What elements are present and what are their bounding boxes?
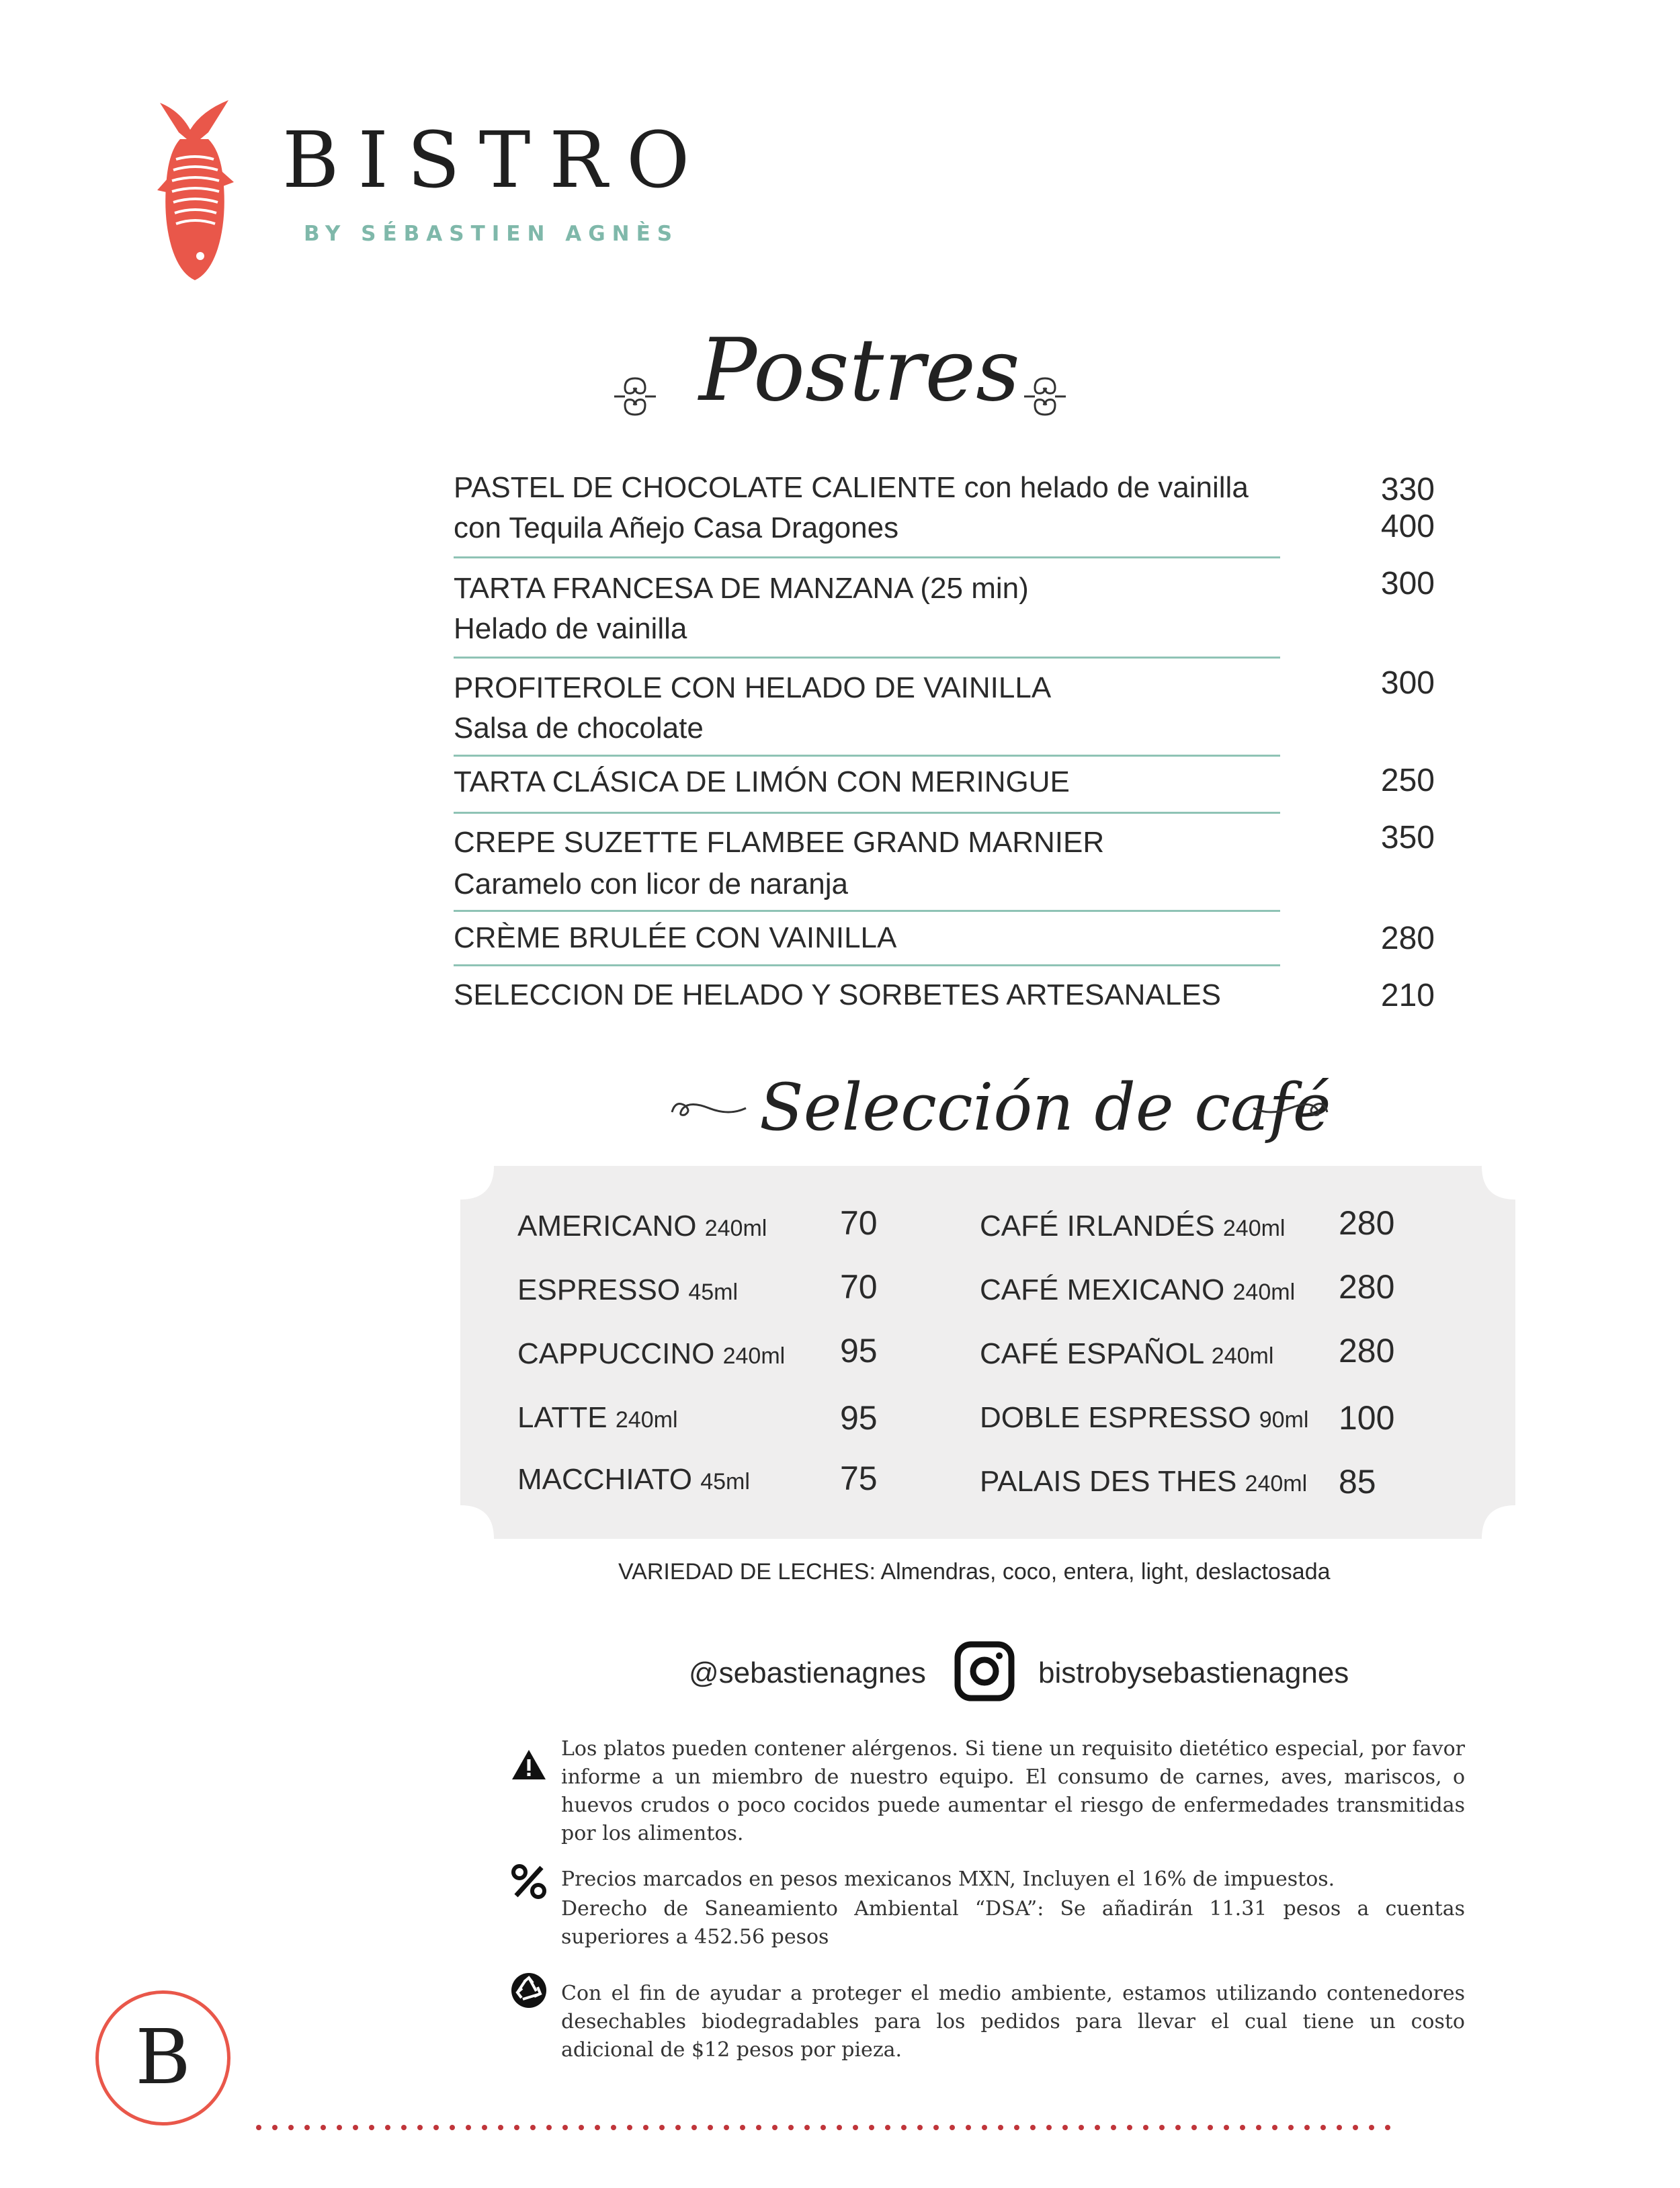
divider-dot bbox=[1385, 2125, 1390, 2130]
coffee-item-price: 75 bbox=[840, 1460, 878, 1497]
milk-note: VARIEDAD DE LECHES: Almendras, coco, entera, light, deslactosada bbox=[618, 1559, 1331, 1585]
divider bbox=[454, 755, 1280, 757]
divider-dot bbox=[869, 2125, 874, 2130]
coffee-item-name: ESPRESSO 45ml bbox=[517, 1273, 739, 1306]
divider-dot bbox=[1320, 2125, 1326, 2130]
instagram-account[interactable]: bistrobysebastienagnes bbox=[1038, 1656, 1349, 1689]
swirl-ornament-icon bbox=[1250, 1092, 1331, 1126]
divider-dot bbox=[708, 2125, 713, 2130]
divider-dot bbox=[804, 2125, 810, 2130]
divider-dot bbox=[579, 2125, 584, 2130]
divider-dot bbox=[1240, 2125, 1245, 2130]
divider-dot bbox=[337, 2125, 342, 2130]
dessert-item-sub: Salsa de chocolate bbox=[454, 712, 704, 745]
instagram-icon[interactable] bbox=[954, 1641, 1015, 1701]
divider-dot bbox=[788, 2125, 794, 2130]
divider-dot bbox=[675, 2125, 681, 2130]
divider-dot bbox=[498, 2125, 503, 2130]
coffee-item-price: 280 bbox=[1339, 1268, 1395, 1306]
recycle-icon bbox=[511, 1972, 547, 2009]
divider-dot bbox=[950, 2125, 955, 2130]
divider-dot bbox=[1079, 2125, 1084, 2130]
dessert-item-price: 280 bbox=[1380, 921, 1435, 956]
divider-dot bbox=[450, 2125, 455, 2130]
divider-dot bbox=[1191, 2125, 1197, 2130]
dessert-item-name: PASTEL DE CHOCOLATE CALIENTE con helado de vainilla bbox=[454, 471, 1249, 504]
divider-dot bbox=[885, 2125, 890, 2130]
divider-dot bbox=[546, 2125, 552, 2130]
divider-dot bbox=[272, 2125, 278, 2130]
divider-dot bbox=[433, 2125, 439, 2130]
divider-dot bbox=[1304, 2125, 1310, 2130]
divider-dot bbox=[1127, 2125, 1132, 2130]
divider-dot bbox=[659, 2125, 665, 2130]
coffee-item-name: AMERICANO 240ml bbox=[517, 1210, 767, 1243]
divider-dot bbox=[1337, 2125, 1342, 2130]
brand-badge-letter: B bbox=[135, 2014, 191, 2101]
divider-dot bbox=[369, 2125, 374, 2130]
coffee-item-name: DOBLE ESPRESSO 90ml bbox=[980, 1401, 1309, 1434]
divider-dot bbox=[353, 2125, 358, 2130]
divider-dot bbox=[933, 2125, 939, 2130]
divider-dot bbox=[691, 2125, 697, 2130]
dessert-item-price: 330 bbox=[1380, 472, 1435, 507]
divider-dot bbox=[1224, 2125, 1229, 2130]
coffee-item-price: 70 bbox=[840, 1204, 878, 1242]
dsa-note: Derecho de Saneamiento Ambiental “DSA”: Se añadirán 11.31 pesos a cuentas superiores a 452.56 pesos bbox=[561, 1897, 1465, 1949]
divider-dot bbox=[304, 2125, 310, 2130]
divider bbox=[454, 556, 1280, 558]
dessert-item-name: CRÈME BRULÉE CON VAINILLA bbox=[454, 921, 897, 954]
brand-subtitle: BY SÉBASTIEN AGNÈS bbox=[304, 222, 679, 246]
coffee-item-price: 70 bbox=[840, 1268, 878, 1306]
coffee-item-name: MACCHIATO 45ml bbox=[517, 1463, 750, 1496]
swirl-ornament-icon bbox=[669, 1092, 749, 1126]
prices-note: Precios marcados en pesos mexicanos MXN, Incluyen el 16% de impuestos. bbox=[561, 1867, 1335, 1891]
divider-dot bbox=[1256, 2125, 1261, 2130]
divider bbox=[454, 657, 1280, 659]
divider-dot bbox=[288, 2125, 294, 2130]
divider-dot bbox=[530, 2125, 536, 2130]
divider-dot bbox=[1175, 2125, 1181, 2130]
dessert-item-price: 350 bbox=[1380, 820, 1435, 855]
divider-dot bbox=[466, 2125, 471, 2130]
divider-dot bbox=[417, 2125, 423, 2130]
divider-dot bbox=[643, 2125, 648, 2130]
divider-dot bbox=[482, 2125, 487, 2130]
coffee-title: Selección de café bbox=[759, 1070, 1331, 1145]
divider-dot bbox=[1208, 2125, 1213, 2130]
dessert-item-sub: Helado de vainilla bbox=[454, 612, 687, 645]
divider-dot bbox=[998, 2125, 1003, 2130]
divider-dot bbox=[1159, 2125, 1165, 2130]
divider-dot bbox=[917, 2125, 923, 2130]
coffee-item-name: LATTE 240ml bbox=[517, 1401, 678, 1434]
divider-dot bbox=[1095, 2125, 1100, 2130]
dessert-item-name: TARTA FRANCESA DE MANZANA (25 min) bbox=[454, 572, 1029, 605]
dessert-item-price: 210 bbox=[1380, 978, 1435, 1013]
divider-dot bbox=[1369, 2125, 1374, 2130]
divider-dot bbox=[724, 2125, 729, 2130]
dessert-item-name: SELECCION DE HELADO Y SORBETES ARTESANALES bbox=[454, 978, 1221, 1011]
divider-dot bbox=[1272, 2125, 1277, 2130]
divider-dot bbox=[595, 2125, 600, 2130]
divider-dot bbox=[321, 2125, 326, 2130]
divider-dot bbox=[1030, 2125, 1036, 2130]
divider-dot bbox=[611, 2125, 616, 2130]
divider-dot bbox=[1288, 2125, 1294, 2130]
coffee-item-name: CAFÉ MEXICANO 240ml bbox=[980, 1273, 1296, 1306]
coffee-item-price: 85 bbox=[1339, 1463, 1376, 1501]
divider bbox=[454, 910, 1280, 912]
coffee-item-price: 280 bbox=[1339, 1204, 1395, 1242]
allergen-note: Los platos pueden contener alérgenos. Si tiene un requisito dietético especial, por favor informe a un miembro de nuestro equipo. El consumo de carnes, aves, mariscos, o huevos crudos o poco cocidos puede aumentar el riesgo de enfermedades transmitidas por los alimentos. bbox=[561, 1737, 1465, 1845]
dessert-item-price: 250 bbox=[1380, 763, 1435, 798]
divider-dot bbox=[901, 2125, 907, 2130]
divider-dot bbox=[772, 2125, 778, 2130]
divider-dot bbox=[1046, 2125, 1052, 2130]
environment-note: Con el fin de ayudar a proteger el medio ambiente, estamos utilizando contenedores desechables biodegradables para los pedidos para llevar el cual tiene un costo adicional de $12 pesos por pieza. bbox=[561, 1982, 1465, 2062]
divider-dot bbox=[853, 2125, 858, 2130]
dotted-divider bbox=[255, 2123, 1398, 2132]
percent-icon bbox=[511, 1863, 547, 1900]
divider-dot bbox=[1353, 2125, 1358, 2130]
dessert-item-name: PROFITEROLE CON HELADO DE VAINILLA bbox=[454, 671, 1052, 704]
coffee-item-name: CAPPUCCINO 240ml bbox=[517, 1337, 786, 1370]
dessert-item-name: TARTA CLÁSICA DE LIMÓN CON MERINGUE bbox=[454, 765, 1070, 798]
divider bbox=[454, 964, 1280, 966]
divider-dot bbox=[1111, 2125, 1116, 2130]
divider-dot bbox=[1062, 2125, 1068, 2130]
coffee-item-name: CAFÉ IRLANDÉS 240ml bbox=[980, 1210, 1286, 1243]
brand-title: BISTRO bbox=[282, 116, 709, 206]
divider-dot bbox=[1014, 2125, 1019, 2130]
brand-badge bbox=[94, 1989, 232, 2127]
swirl-ornament-icon bbox=[1021, 373, 1068, 420]
coffee-item-price: 280 bbox=[1339, 1332, 1395, 1370]
coffee-item-price: 95 bbox=[840, 1332, 878, 1370]
divider-dot bbox=[982, 2125, 987, 2130]
divider-dot bbox=[256, 2125, 261, 2130]
dessert-item-sub: con Tequila Añejo Casa Dragones bbox=[454, 511, 899, 544]
desserts-title: Postres bbox=[699, 321, 1020, 421]
divider-dot bbox=[966, 2125, 971, 2130]
dessert-item-sub: Caramelo con licor de naranja bbox=[454, 868, 848, 900]
coffee-item-price: 95 bbox=[840, 1399, 878, 1437]
divider-dot bbox=[514, 2125, 519, 2130]
coffee-item-price: 100 bbox=[1339, 1399, 1395, 1437]
divider-dot bbox=[756, 2125, 761, 2130]
divider-dot bbox=[821, 2125, 826, 2130]
dessert-item-price: 300 bbox=[1380, 665, 1435, 701]
coffee-item-name: PALAIS DES THES 240ml bbox=[980, 1465, 1308, 1498]
divider-dot bbox=[562, 2125, 568, 2130]
divider-dot bbox=[740, 2125, 745, 2130]
divider-dot bbox=[837, 2125, 842, 2130]
divider-dot bbox=[385, 2125, 390, 2130]
fish-logo-icon bbox=[153, 97, 237, 282]
dessert-item-name: CREPE SUZETTE FLAMBEE GRAND MARNIER bbox=[454, 826, 1105, 859]
swirl-ornament-icon bbox=[612, 373, 659, 420]
divider-dot bbox=[1143, 2125, 1148, 2130]
divider-dot bbox=[627, 2125, 632, 2130]
dessert-item-price: 300 bbox=[1380, 566, 1435, 601]
coffee-item-name: CAFÉ ESPAÑOL 240ml bbox=[980, 1337, 1274, 1370]
divider-dot bbox=[401, 2125, 407, 2130]
divider bbox=[454, 812, 1280, 814]
instagram-handle[interactable]: @sebastienagnes bbox=[689, 1656, 926, 1689]
dessert-item-sub-price: 400 bbox=[1380, 509, 1435, 544]
warning-icon bbox=[511, 1747, 547, 1783]
